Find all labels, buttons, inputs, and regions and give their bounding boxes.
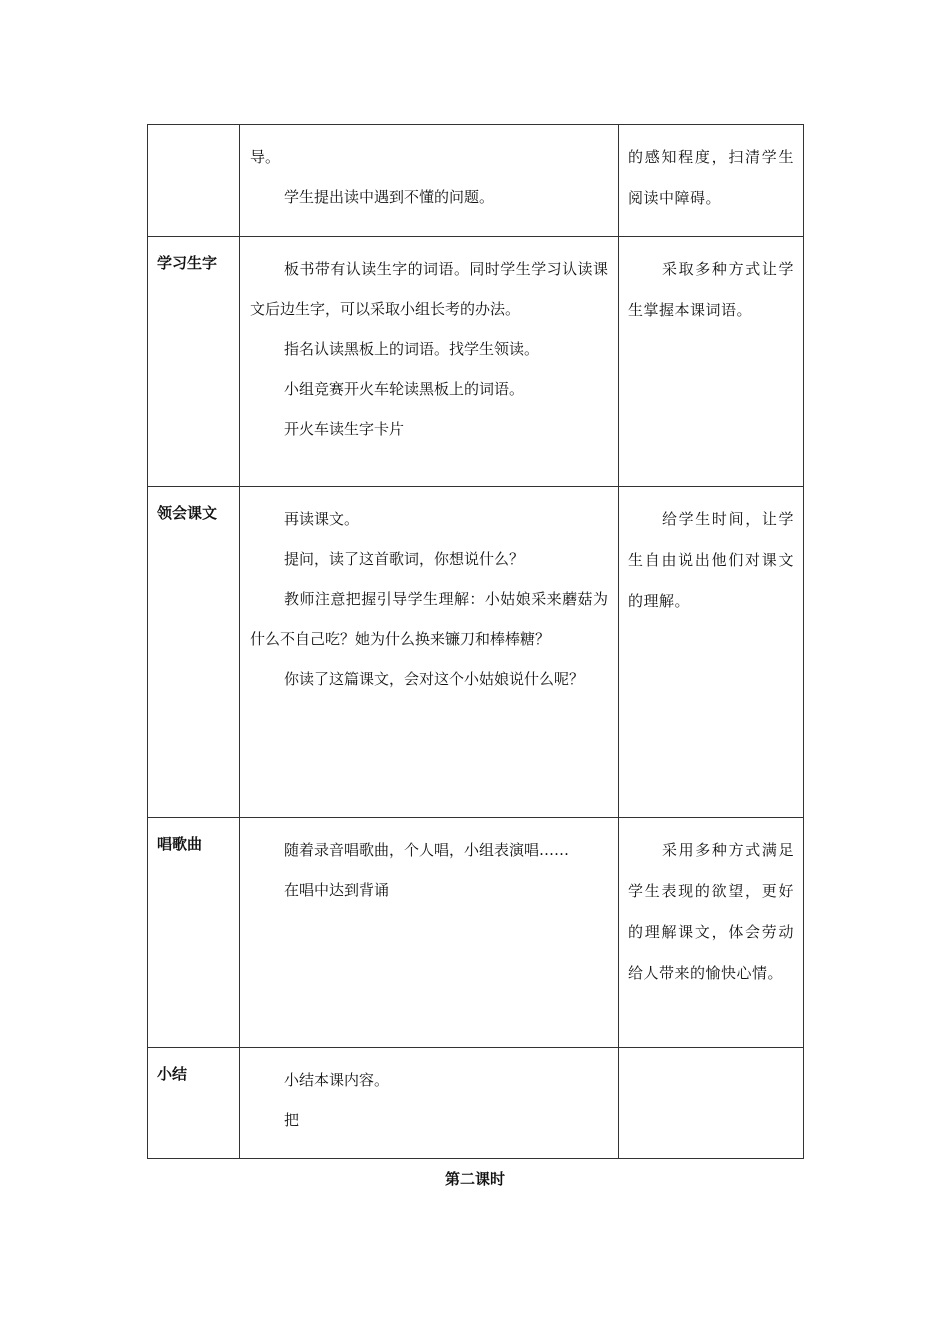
note-cell: [619, 1048, 804, 1159]
content-paragraph: 学生提出读中遇到不懂的问题。: [284, 188, 495, 206]
table-row: [148, 487, 804, 818]
note-text: 采用多种方式满足学生表现的欲望，更好的理解课文，体会劳动给人带来的愉快心情。: [628, 841, 794, 982]
note-cell: [619, 237, 804, 487]
note-text: 的感知程度，扫清学生阅读中障碍。: [628, 148, 794, 207]
stage-cell: 领会课文: [148, 487, 240, 818]
content-paragraph: 指名认读黑板上的词语。找学生领读。: [284, 340, 540, 358]
note-text: 给学生时间，让学生自由说出他们对课文的理解。: [628, 510, 794, 610]
content-paragraph: 导。: [250, 148, 281, 166]
content-cell: [240, 125, 619, 237]
content-paragraph: 小组竞赛开火车轮读黑板上的词语。: [284, 380, 525, 398]
content-paragraph: 把: [284, 1111, 300, 1129]
lesson-plan-table: [147, 124, 804, 1159]
stage-cell: [148, 125, 240, 237]
content-paragraph: 板书带有认读生字的词语。同时学生学习认读课文后边生字，可以采取小组长考的办法。: [250, 260, 608, 318]
content-paragraph: 开火车读生字卡片: [284, 420, 405, 438]
content-cell: [240, 1048, 619, 1159]
content-paragraph: 教师注意把握引导学生理解：小姑娘采来蘑菇为什么不自己吃？她为什么换来镰刀和棒棒糖？: [250, 590, 608, 648]
note-cell: [619, 125, 804, 237]
table-row: [148, 125, 804, 237]
content-paragraph: 提问，读了这首歌词，你想说什么？: [284, 550, 525, 568]
table-row: [148, 1048, 804, 1159]
content-paragraph: 随着录音唱歌曲，个人唱，小组表演唱……: [284, 841, 570, 859]
stage-cell: 学习生字: [148, 237, 240, 487]
content-cell: [240, 487, 619, 818]
table-row: [148, 818, 804, 1048]
table-row: [148, 237, 804, 487]
content-paragraph: 再读课文。: [284, 510, 360, 528]
stage-cell: 唱歌曲: [148, 818, 240, 1048]
content-cell: [240, 237, 619, 487]
section-heading: 第二课时: [444, 1170, 505, 1188]
content-paragraph: 你读了这篇课文，会对这个小姑娘说什么呢？: [284, 670, 585, 688]
note-text: 采取多种方式让学生掌握本课词语。: [628, 260, 794, 319]
content-cell: [240, 818, 619, 1048]
note-cell: [619, 487, 804, 818]
content-paragraph: 在唱中达到背诵: [284, 881, 390, 899]
note-cell: [619, 818, 804, 1048]
stage-cell: 小结: [148, 1048, 240, 1159]
content-paragraph: 小结本课内容。: [284, 1071, 390, 1089]
